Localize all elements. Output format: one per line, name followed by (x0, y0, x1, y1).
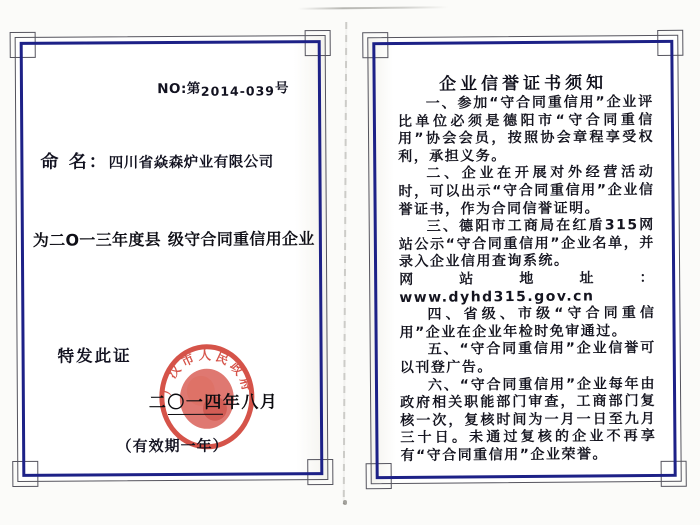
serial-suffix: 号 (274, 80, 290, 97)
name-label: 命 名： (40, 151, 109, 173)
corner-ornament (307, 459, 333, 485)
corner-ornament (366, 463, 392, 489)
certificate-left-page (15, 35, 329, 482)
corner-ornament (12, 461, 38, 487)
corner-ornament (362, 32, 388, 58)
award-suffix: 级守合同重信用企业 (167, 229, 315, 250)
notice-paragraph-6: 六、“守合同重信用”企业每年由政府相关职能部门审查，工商部门复核一次，复核时间为一月一日至九月三十日。未通过复核的企业不再享有“守合同重信用”企业荣誉。 (400, 375, 657, 464)
issue-date (149, 387, 279, 413)
date-underlined-part: 〇一四 (167, 392, 223, 414)
serial-prefix: NO:第 (157, 80, 201, 98)
awardee-name-line (40, 146, 273, 173)
center-fold-crease (343, 22, 348, 504)
date-tail: 年八月 (222, 392, 279, 413)
serial-number: 2014-039 (200, 82, 276, 99)
corner-ornament (305, 30, 331, 56)
company-name: 四川省焱森炉业有限公司 (108, 154, 274, 172)
corner-ornament (10, 32, 36, 58)
certificate-right-page (367, 35, 682, 484)
seal-text: 广汉市人民政府 (157, 347, 256, 396)
validity-note: （有效期一年） (116, 436, 229, 456)
notice-paragraph-5: 五、“守合同重信用”企业信誉可以刊登广告。 (399, 340, 656, 376)
issue-statement: 特发此证 (57, 346, 132, 366)
award-prefix: 为二O一三年度 (32, 230, 145, 250)
notice-body (398, 94, 657, 465)
corner-ornament (657, 30, 683, 56)
notice-title: 企业信誉证书须知 (439, 73, 608, 95)
corner-ornament (661, 461, 687, 487)
award-title-line (33, 226, 318, 251)
date-lead: 二 (148, 393, 168, 414)
booklet-cover-edge (298, 6, 448, 10)
fold-mark (343, 500, 347, 505)
notice-paragraph-2: 二、企业在开展对外经营活动时，可以出示“守合同重信用”企业信誉证书，作为合同信誉证明。 (398, 164, 655, 218)
notice-paragraph-3: 三、德阳市工商局在红盾315网站公示“守合同重信用”企业名单，并录入企业信用查询系统。 (398, 217, 655, 271)
website-address-line: 网站地址：www.dyhd315.gov.cn (399, 269, 656, 306)
award-grade: 县 (144, 230, 161, 250)
notice-paragraph-4: 四、省级、市级“守合同重信用”企业在企业年检时免审通过。 (399, 305, 656, 341)
serial-number-line (157, 76, 289, 97)
notice-paragraph-1: 一、参加“守合同重信用”企业评比单位必须是德阳市“守合同重信用”协会会员，按照协会章程享受权利，承担义务。 (397, 93, 655, 165)
